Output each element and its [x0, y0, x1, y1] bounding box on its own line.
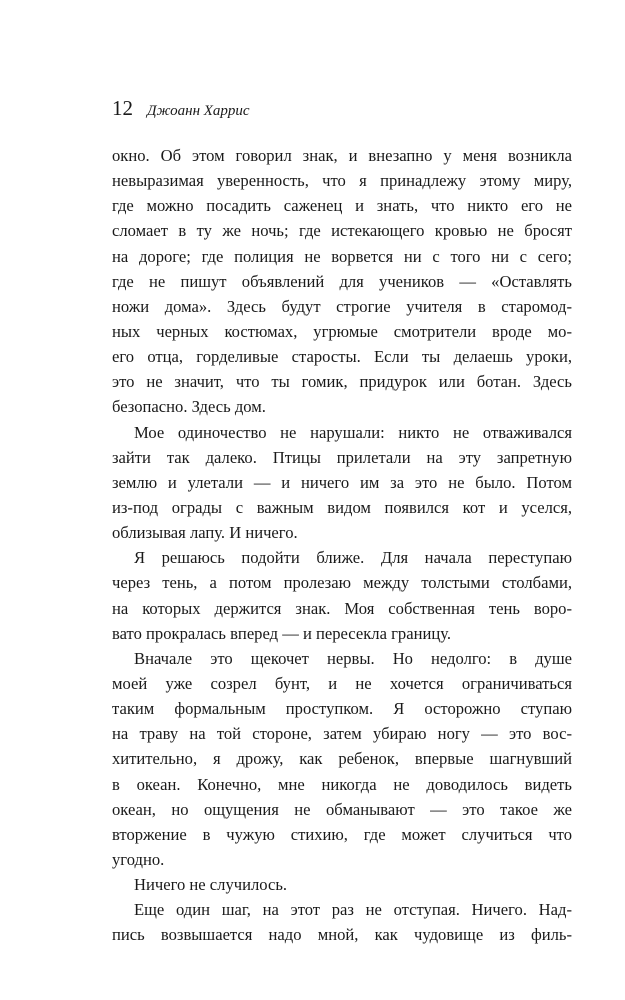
text-line: его отца, горделивые старосты. Если ты делаешь уроки,	[112, 347, 572, 367]
text-line: Ничего не случилось.	[134, 875, 288, 895]
text-line: землю и улетали — и ничего им за это не было. Потом	[112, 472, 572, 492]
text-line: на дороге; где полиция не ворвется ни с того ни с сего;	[112, 246, 572, 266]
text-line: окно. Об этом говорил знак, и внезапно у меня возникла	[112, 146, 572, 165]
text-line: в океан. Конечно, мне никогда не доводилось видеть	[112, 774, 572, 794]
text-line: моей уже созрел бунт, и не хочется ограничиваться	[112, 673, 572, 693]
text-line: таким формальным проступком. Я осторожно ступаю	[112, 699, 572, 719]
author-name: Джоанн Харрис	[147, 103, 250, 119]
text-line: Мое одиночество не нарушали: никто не отваживался	[134, 422, 572, 442]
text-line: невыразимая уверенность, что я принадлежу этому миру,	[112, 171, 572, 191]
text-line: вато прокралась вперед — и пересекла границу.	[112, 623, 451, 643]
text-line: Вначале это щекочет нервы. Но недолго: в душе	[134, 648, 572, 668]
text-line: где не пишут объявлений для учеников — «Оставлять	[112, 271, 572, 291]
text-line: Еще один шаг, на этот раз не отступая. Ничего. Над-	[134, 900, 572, 920]
text-line: ных черных костюмах, угрюмые смотрители вроде мо-	[112, 321, 572, 341]
running-header	[112, 97, 250, 122]
text-line: угодно.	[112, 849, 165, 869]
text-line: безопасно. Здесь дом.	[112, 397, 266, 417]
text-line: зайти так далеко. Птицы прилетали на эту запретную	[112, 447, 572, 467]
text-line: океан, но ощущения не обманывают — это такое же	[112, 799, 572, 819]
text-line: где можно посадить саженец и знать, что никто его не	[112, 196, 572, 216]
text-line: на которых держится знак. Моя собственная тень воро-	[112, 598, 572, 618]
text-line: из-под ограды с важным видом появился кот и уселся,	[112, 497, 572, 517]
body-text	[112, 143, 572, 948]
text-line: вторжение в чужую стихию, где может случиться что	[112, 824, 572, 844]
text-line: Я решаюсь подойти ближе. Для начала переступаю	[134, 548, 572, 568]
text-line: сломает в ту же ночь; где истекающего кровью не бросят	[112, 221, 572, 241]
text-line: через тень, а потом пролезаю между толстыми столбами,	[112, 573, 572, 593]
text-line: ножи дома». Здесь будут строгие учителя в старомод-	[112, 296, 572, 316]
page-number: 12	[112, 96, 133, 120]
text-line: это не значит, что ты гомик, придурок или ботан. Здесь	[112, 372, 572, 392]
text-line: облизывая лапу. И ничего.	[112, 523, 298, 543]
text-line: на траву на той стороне, затем убираю ногу — это вос-	[112, 724, 572, 744]
text-line: пись возвышается надо мной, как чудовище из филь-	[112, 925, 572, 945]
text-line: хитительно, я дрожу, как ребенок, впервые шагнувший	[112, 749, 572, 769]
